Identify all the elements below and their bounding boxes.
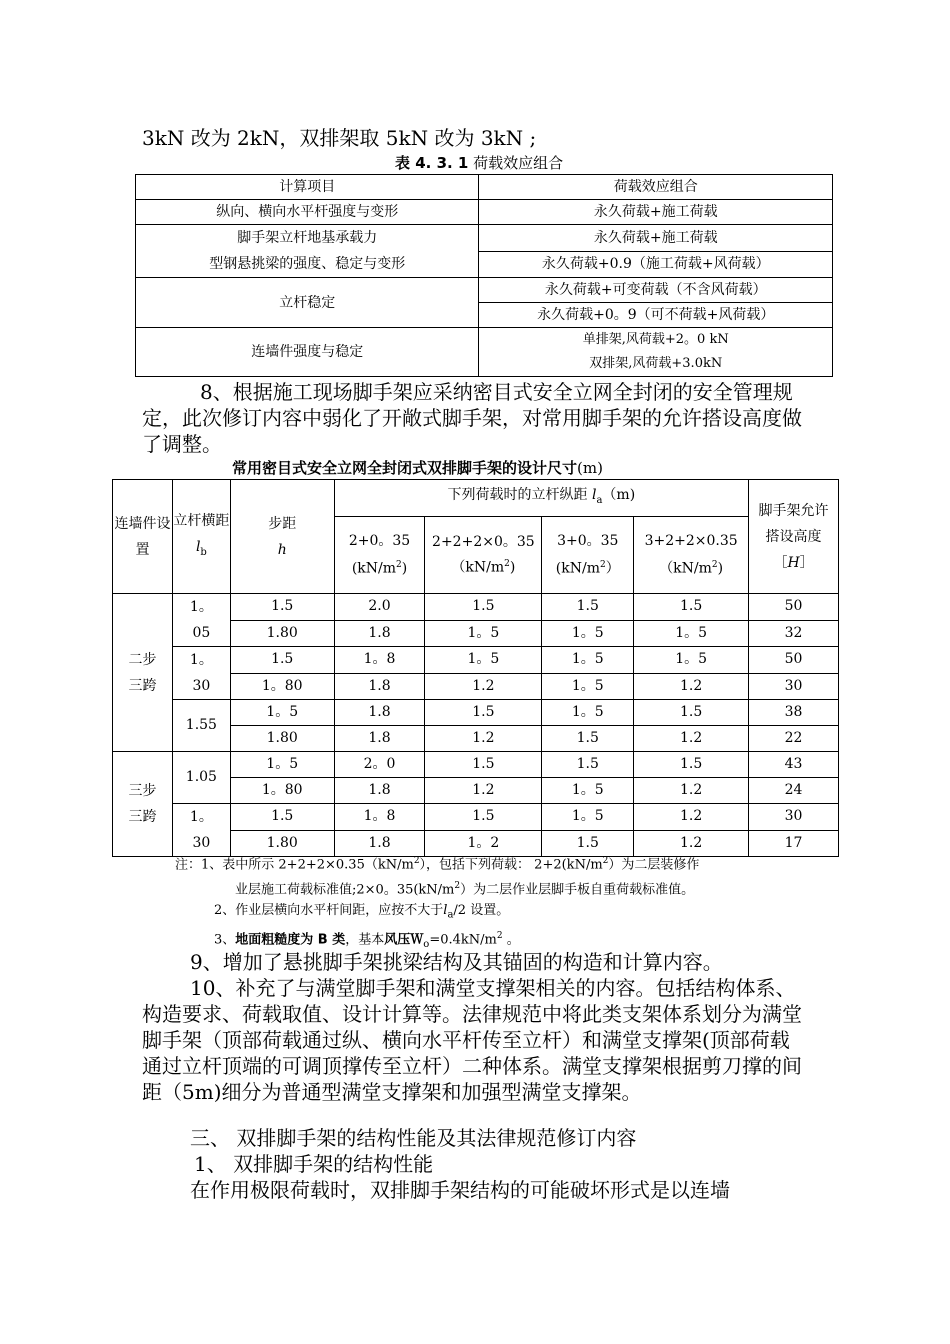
table-cell: 1.5 [542,752,634,778]
table-cell: 1.5 [425,594,542,621]
table-cell: 1。5 [542,700,634,726]
table-cell: 30 [749,804,839,831]
table-cell: 1.5 [230,647,334,674]
note-sub: o [423,938,430,950]
header-wall-ties: 连墙件设置 [113,480,173,594]
table-cell: 1。5 [425,620,542,647]
table-cell: 1。5 [634,647,749,674]
note-text: =0.4kN/m [429,932,497,948]
table1-cell [136,225,479,278]
table-cell: 1.5 [425,752,542,778]
load-col-unit-end: ) [401,560,408,577]
table1-combo-double: 双排架,风荷载+3.0kN [589,356,723,371]
load-col-label: 2+0。35 [348,533,411,550]
note-text: ，基本 [345,932,385,948]
note-bold: 风压Ｗ [384,932,424,948]
note-sup: 2 [496,931,503,941]
table-cell: 1.2 [425,778,542,804]
table1-caption [395,152,563,173]
table-cell: 1.2 [425,726,542,752]
load-col-unit: (kN/m [351,560,396,577]
table-cell: 38 [749,700,839,726]
load-col-1 [334,517,425,594]
group-two-step: 二步三跨 [113,594,173,752]
load-col-4 [634,517,749,594]
paragraph-8: 8、根据施工现场脚手架应采纳密目式安全立网全封闭的安全管理规定，此次修订内容中弱化了开敞式脚手架，对常用脚手架的允许搭设高度做了调整。 [142,380,802,456]
paragraph-10: 10、补充了与满堂脚手架和满堂支撑架相关的内容。包括结构体系、构造要求、荷载取值、设计计算等。法律规范中将此类支架体系划分为满堂脚手架（顶部荷载通过纵、横向水平杆传至立杆）和满堂支撑架(顶部荷载通过立杆顶端的可调顶撑传至立杆）二种体系。满堂支撑架根据剪刀撑的间距（5m)细分为普通型满堂支撑架和加强型满堂支撑架。 [142,976,802,1104]
table-cell: 1.5 [425,804,542,831]
paragraph-9: 9、增加了悬挑脚手架挑梁结构及其锚固的构造和计算内容。 [190,950,723,974]
lb-cell: 1.55 [172,700,230,752]
table-cell: 1。5 [542,673,634,700]
note-text: 3、 [214,932,236,948]
table1-cell: 立杆稳定 [136,278,479,328]
table1-header-combo: 荷载效应组合 [479,175,833,200]
header-height-end: ］ [799,554,814,571]
table-cell: 1.5 [634,752,749,778]
load-col-unit: （kN/m [451,559,505,576]
load-combination-table [135,174,833,377]
load-col-unit-end: ) [717,560,724,577]
last-paragraph: 在作用极限荷载时，双排脚手架结构的可能破坏形式是以连墙 [190,1178,730,1202]
header-lb-symbol: l [195,538,201,555]
note-sup: 2 [413,856,420,866]
note-text: 业层施工荷载标准值;2×0。35(kN/m [235,882,455,898]
scaffold-size-table [112,479,839,857]
load-col-unit-end: ） [605,560,620,577]
table-cell: 50 [749,594,839,621]
table-cell: 1.8 [334,778,425,804]
table1-cell: 连墙件强度与稳定 [136,328,479,377]
header-group-symbol: l [591,487,597,504]
table-cell: 1.2 [634,778,749,804]
table1-cell: 永久荷载+可变荷载（不含风荷载） [479,278,833,303]
table-cell: 1。5 [230,752,334,778]
table1-cell: 纵向、横向水平杆强度与变形 [136,200,479,225]
header-height-symbol: H [787,554,800,571]
table-cell: 1。5 [634,620,749,647]
header-step [230,480,334,594]
note-sup: 2 [454,881,461,891]
load-col-unit-end: ) [509,559,516,576]
note-text: ）为二层作业层脚手板自重荷载标准值。 [460,882,695,898]
table1-caption-number: 表 4. 3. 1 [395,154,469,172]
table-cell: 1.5 [634,700,749,726]
table-cell: 1.2 [634,673,749,700]
table-cell: 1.2 [634,804,749,831]
table-cell: 22 [749,726,839,752]
header-step-label: 步距 [268,515,297,532]
table-cell: 1。8 [334,804,425,831]
table1-item-cantilever: 型钢悬挑梁的强度、稳定与变形 [209,256,406,272]
table2-title [232,457,603,478]
load-col-label: 3+2+2×0.35 [644,533,738,550]
table-cell: 43 [749,752,839,778]
table-cell: 1.2 [425,673,542,700]
table1-combo-single: 单排架,风荷载+2。0 kN [582,332,729,347]
note-sup: 2 [602,856,609,866]
table-cell: 1。5 [542,647,634,674]
table-cell: 32 [749,620,839,647]
load-col-unit-sup: 2 [599,560,606,571]
table-cell: 1.5 [542,594,634,621]
table-cell: 1.8 [334,700,425,726]
load-col-unit-sup: 2 [504,559,510,570]
table-cell: 17 [749,830,839,857]
header-lb-sub: b [200,546,207,558]
note-sub: a [447,909,454,921]
note-bold: 地面粗糙度为 B 类 [235,932,346,948]
table-cell: 1。5 [542,620,634,647]
table-cell: 1。5 [230,700,334,726]
table1-header-item: 计算项目 [136,175,479,200]
table1-cell [479,328,833,377]
table1-cell: 永久荷载+0.9（施工荷载+风荷载） [479,251,833,278]
header-height-label: 脚手架允许搭设高度［ [758,502,829,571]
table-cell: 1.2 [634,830,749,857]
header-group-label: 下列荷载时的立杆纵距 [447,487,588,504]
note-text: /2 设置。 [453,903,510,918]
lb-cell: 1。05 [172,594,230,647]
table-cell: 2。0 [334,752,425,778]
note-text: 。 [502,932,520,948]
header-step-symbol: h [277,541,287,558]
note-text: ）为二层装修作 [608,857,700,873]
lb-cell: 1.05 [172,752,230,804]
header-longitudinal-spacing [334,480,749,517]
table-cell: 1.5 [542,726,634,752]
note-2 [214,901,509,926]
table-cell: 30 [749,673,839,700]
header-allowed-height [749,480,839,594]
table-cell: 1.5 [425,700,542,726]
table-cell: 24 [749,778,839,804]
load-col-3 [542,517,634,594]
table-cell: 1。5 [425,647,542,674]
table-cell: 1。2 [425,830,542,857]
table1-cell: 永久荷载+施工荷载 [479,200,833,225]
table-cell: 1.5 [230,594,334,621]
table-cell: 1。5 [542,804,634,831]
header-group-sub: a [596,494,603,506]
table-cell: 1.80 [230,620,334,647]
note-1-line-2 [235,876,694,900]
load-col-label: 3+0。35 [557,533,619,550]
intro-line: 3kN 改为 2kN，双排架取 5kN 改为 3kN ; [142,126,537,150]
table2-title-unit: (m) [577,459,603,477]
header-group-unit: （m) [602,487,636,504]
load-col-unit: (kN/m [555,560,600,577]
note-text: 2、作业层横向水平杆间距，应按不大于 [214,903,444,918]
group-three-step: 三步三跨 [113,752,173,857]
table-cell: 50 [749,647,839,674]
table1-cell: 永久荷载+0。9（可不荷载+风荷载） [479,303,833,328]
header-transverse-spacing [172,480,230,594]
table-cell: 1.8 [334,830,425,857]
table-cell: 1.80 [230,726,334,752]
table1-caption-text: 荷载效应组合 [473,154,564,172]
note-symbol: l [443,903,448,918]
note-text: 注：1、表中所示 2+2+2×0.35（kN/m [175,857,414,873]
note-text: ），包括下列荷载： 2+2(kN/m [419,857,603,873]
table1-cell: 永久荷载+施工荷载 [479,225,833,252]
table-cell: 1.5 [230,804,334,831]
lb-cell: 1。30 [172,804,230,857]
load-col-unit-sup: 2 [396,560,402,571]
load-col-2 [425,517,542,594]
load-col-label: 2+2+2×0。35 [432,534,535,551]
note-1-line-1 [175,851,699,875]
table-cell: 1.8 [334,620,425,647]
table-cell: 2.0 [334,594,425,621]
table-cell: 1。5 [542,778,634,804]
table-cell: 1。80 [230,778,334,804]
table-cell: 1.5 [634,594,749,621]
table-cell: 1.8 [334,726,425,752]
table-cell: 1。80 [230,673,334,700]
table1-item-foundation: 脚手架立杆地基承载力 [237,230,378,246]
table-cell: 1.8 [334,673,425,700]
load-col-unit-sup: 2 [711,560,718,571]
table-cell: 1.80 [230,830,334,857]
section-3-heading: 三、 双排脚手架的结构性能及其法律规范修订内容 [190,1126,637,1150]
subsection-1-heading: 1、 双排脚手架的结构性能 [194,1152,434,1176]
table-cell: 1.2 [634,726,749,752]
table-cell: 1.5 [542,830,634,857]
load-col-unit: （kN/m [659,560,712,577]
table2-title-text: 常用密目式安全立网全封闭式双排脚手架的设计尺寸 [232,459,578,477]
table-cell: 1。8 [334,647,425,674]
header-lb-label: 立杆横距 [173,512,230,529]
lb-cell: 1。30 [172,647,230,700]
